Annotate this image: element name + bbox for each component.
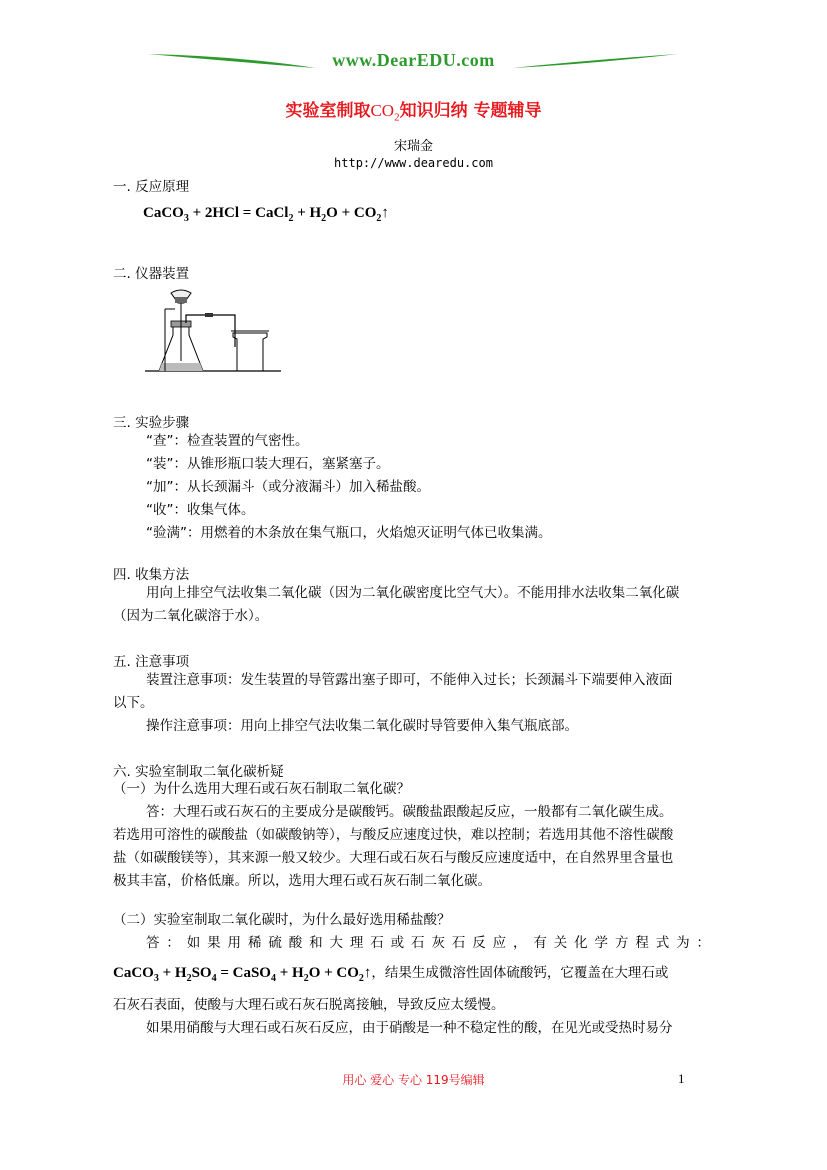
faq-2 <box>113 909 713 955</box>
step-load: “装”：从锥形瓶口装大理石，塞紧塞子。 <box>146 456 390 472</box>
page-number: 1 <box>678 1071 685 1086</box>
gas-arrow-icon: ↑ <box>363 965 372 981</box>
section-heading-6: 六. 实验室制取二氧化碳析疑 <box>113 764 284 780</box>
site-header <box>0 50 827 71</box>
answer-2-intro: 答：如果用稀硫酸和大理石或石灰石反应，有关化学方程式为： <box>146 935 713 951</box>
sulfuric-acid-equation: CaCO$_3$ + $H_2SO_4$ = CaSO$_4$ + $H_2O$ + $CO_2↑$ <box>113 965 372 984</box>
title-subscript: 2 <box>394 111 400 124</box>
section-heading-1: 一. 反应原理 <box>113 179 190 195</box>
gas-arrow-icon: ↑ <box>381 205 389 221</box>
device-note-line-2: 以下。 <box>113 695 154 711</box>
site-url-logo[interactable]: www.DearEDU.com <box>332 50 495 70</box>
precautions <box>113 669 713 738</box>
answer-2-equation-line <box>113 961 713 984</box>
step-verify: “验满”：用燃着的木条放在集气瓶口，火焰熄灭证明气体已收集满。 <box>146 525 552 541</box>
answer-1-line-2: 若选用可溶性的碳酸盐（如碳酸钠等），与酸反应速度过快，难以控制；若选用其他不溶性碳酸 <box>113 827 674 843</box>
page-title <box>0 96 827 123</box>
experiment-steps <box>146 430 706 545</box>
author: 宋瑞金 <box>393 139 433 154</box>
step-check: “查”：检查装置的气密性。 <box>146 433 309 449</box>
step-add: “加”：从长颈漏斗（或分液漏斗）加入稀盐酸。 <box>146 479 430 495</box>
answer-2-line-3: 石灰石表面，使酸与大理石或石灰石脱离接触，导致反应太缓慢。 <box>113 997 505 1013</box>
operation-note: 操作注意事项：用向上排空气法收集二氧化碳时导管要伸入集气瓶底部。 <box>146 718 578 734</box>
collection-method <box>113 582 713 628</box>
answer-1-line-1: 答：大理石或石灰石的主要成分是碳酸钙。碳酸盐跟酸起反应，一般都有二氧化碳生成。 <box>146 804 673 820</box>
section-heading-2: 二. 仪器装置 <box>113 266 190 282</box>
answer-1-line-4: 极其丰富，价格低廉。所以，选用大理石或石灰石制二氧化碳。 <box>113 873 491 889</box>
answer-2-line-4: 如果用硝酸与大理石或石灰石反应，由于硝酸是一种不稳定性的酸，在见光或受热时易分 <box>146 1020 673 1036</box>
step-collect: “收”：收集气体。 <box>146 502 255 518</box>
title-co: CO <box>370 101 395 120</box>
collection-line-1: 用向上排空气法收集二氧化碳（因为二氧化碳密度比空气大）。不能用排水法收集二氧化碳 <box>146 585 680 601</box>
answer-1-line-3: 盐（如碳酸镁等），其来源一般又较少。大理石或石灰石与酸反应速度适中，在自然界里含量也 <box>113 850 674 866</box>
footer-slogan: 用心 爱心 专心 119号编辑 <box>342 1073 485 1087</box>
question-1: （一）为什么选用大理石或石灰石制取二氧化碳？ <box>113 781 410 797</box>
faq-2-continued <box>113 994 713 1040</box>
title-prefix: 实验室制取 <box>285 101 371 121</box>
answer-2-after-equation: ，结果生成微溶性固体硫酸钙，它覆盖在大理石或 <box>371 965 669 981</box>
question-2: （二）实验室制取二氧化碳时，为什么最好选用稀盐酸？ <box>113 912 451 928</box>
collection-line-2: （因为二氧化碳溶于水）。 <box>113 608 269 624</box>
title-suffix: 知识归纳 专题辅导 <box>399 101 542 121</box>
reaction-equation: CaCO$_3$ + 2HCl = CaCl$_2$ + $H_2O$ + $CO_2↑$ <box>143 205 389 224</box>
section-heading-5: 五. 注意事项 <box>113 654 190 670</box>
section-heading-3: 三. 实验步骤 <box>113 415 190 431</box>
right-swoosh-decoration <box>510 50 680 74</box>
faq-1 <box>113 778 713 893</box>
device-note-line-1: 装置注意事项：发生装置的导管露出塞子即可，不能伸入过长；长颈漏斗下端要伸入液面 <box>146 672 673 688</box>
source-url[interactable]: http://www.dearedu.com <box>334 156 493 170</box>
section-heading-4: 四. 收集方法 <box>113 567 190 583</box>
apparatus-diagram <box>143 287 283 377</box>
